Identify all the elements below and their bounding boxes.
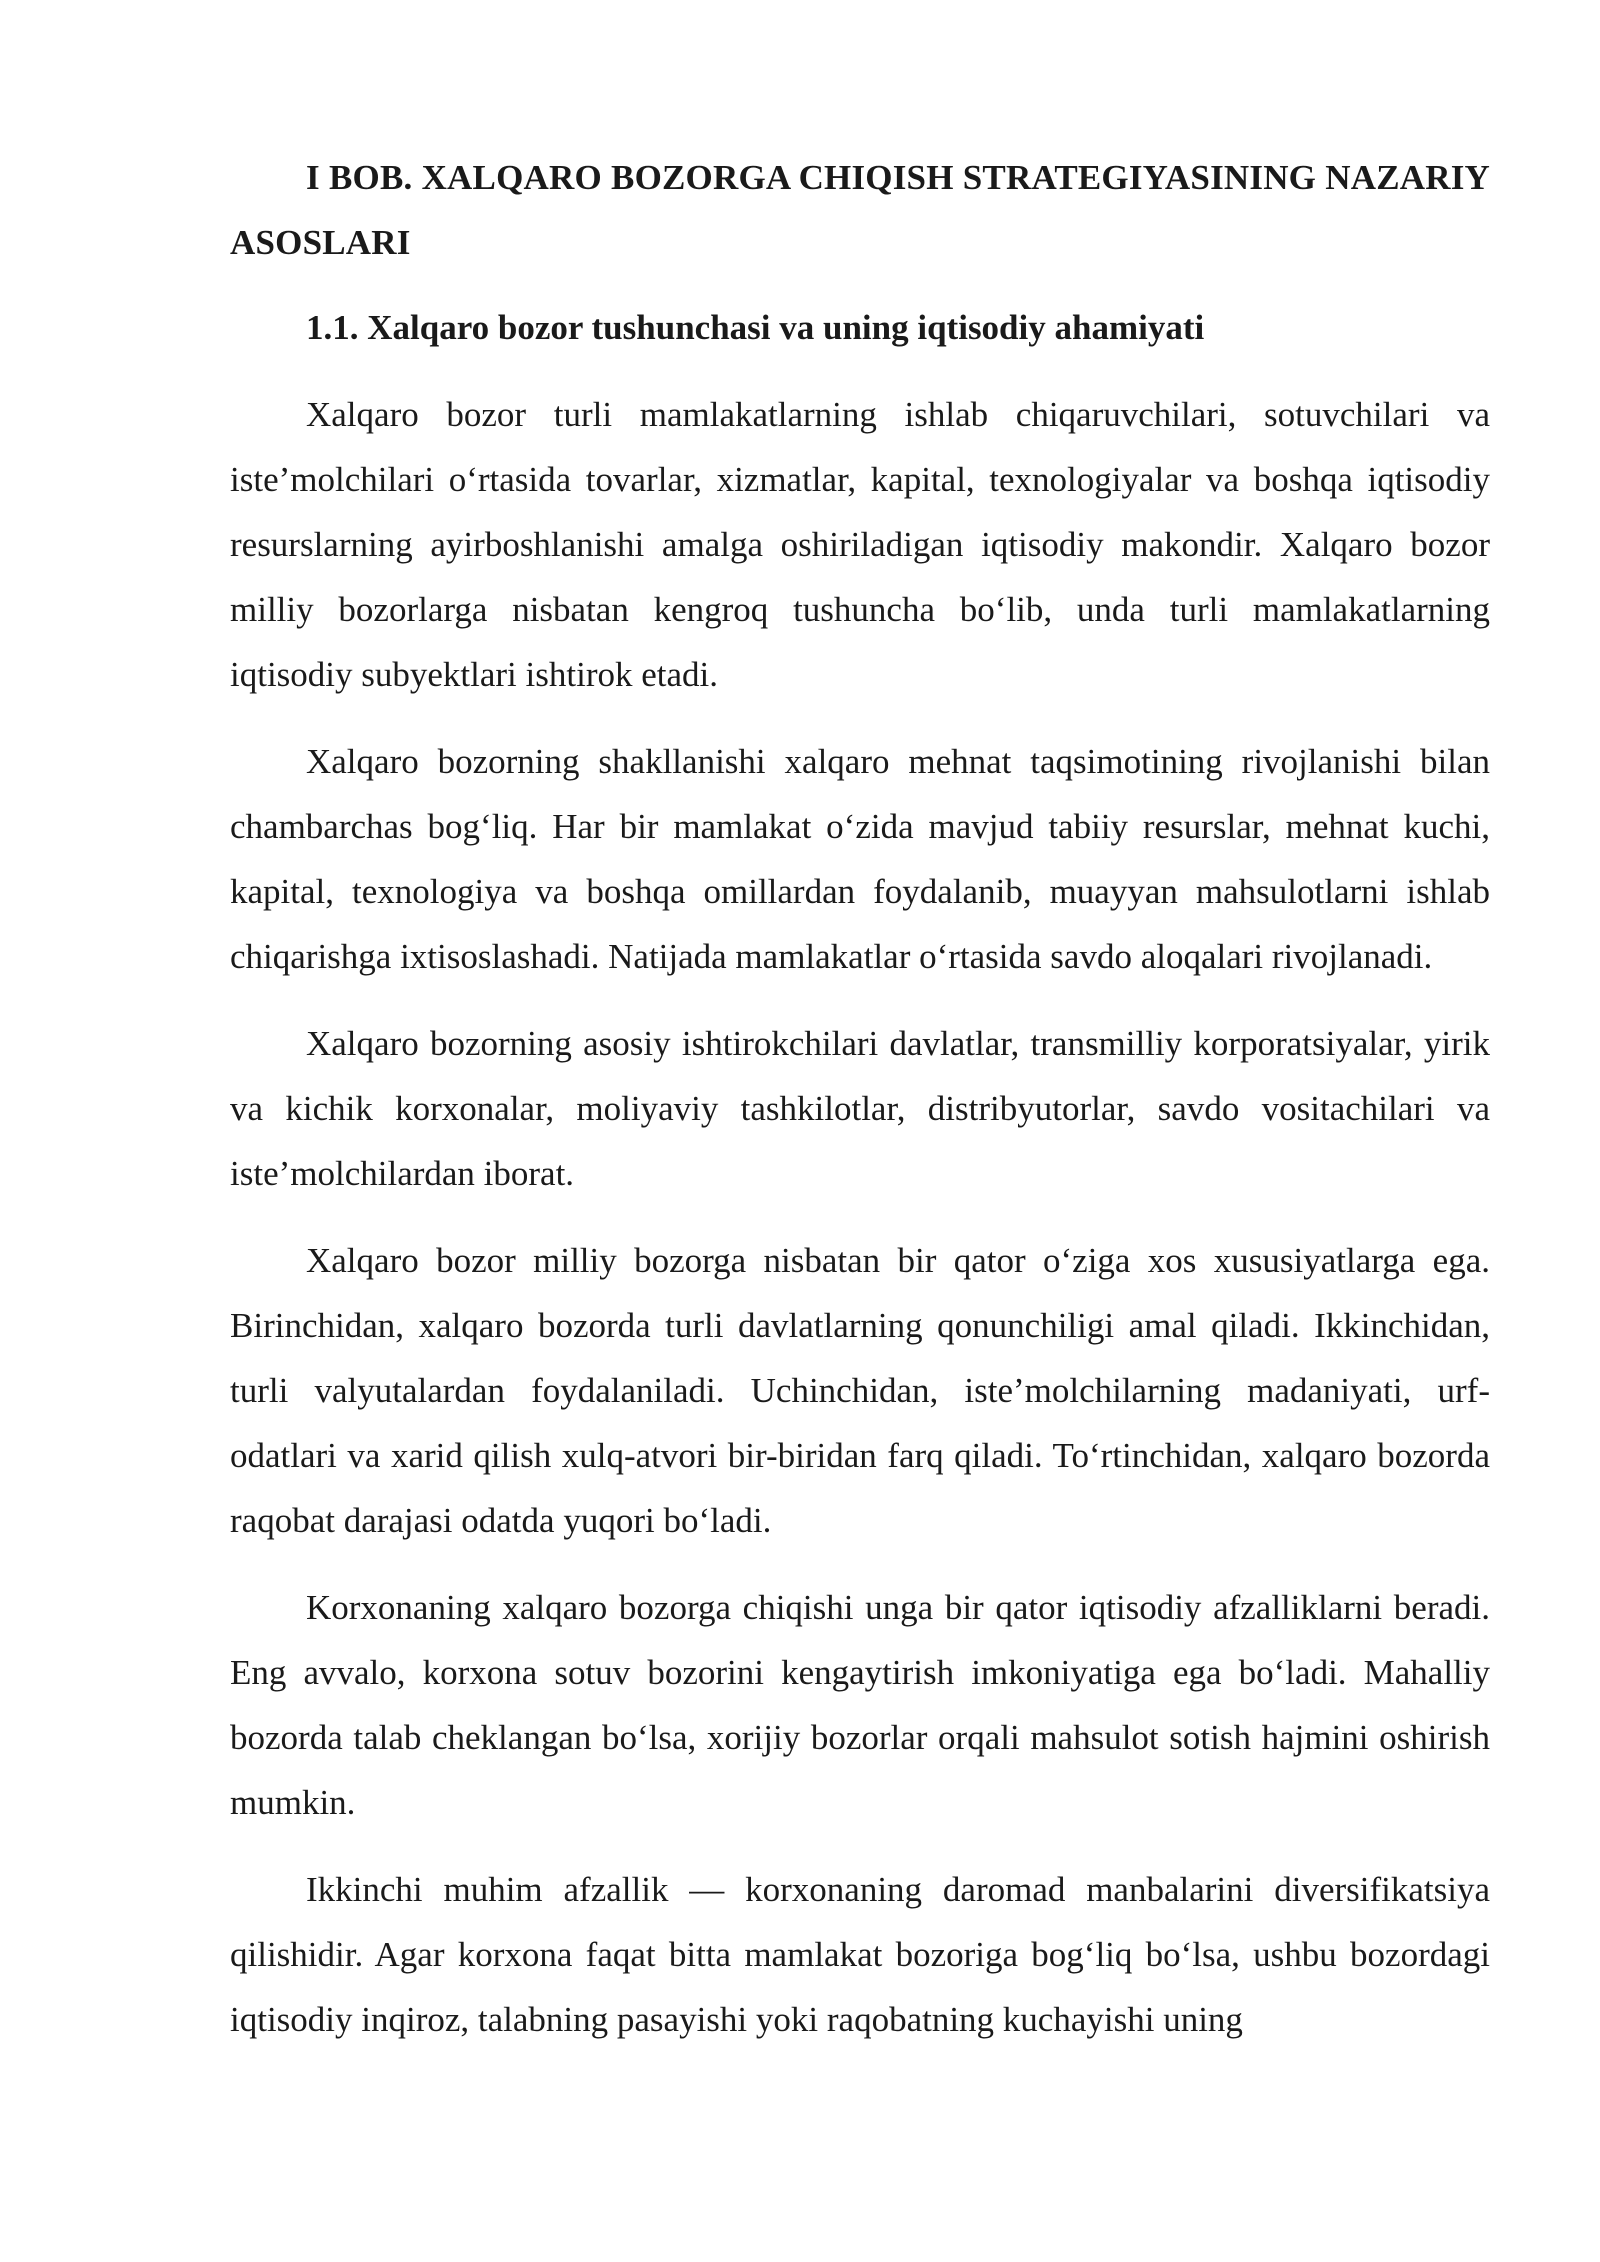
paragraph-5: Korxonaning xalqaro bozorga chiqishi unga bir qator iqtisodiy afzalliklarni beradi. Eng avvalo, korxona sotuv bozorini kengaytirish imkoniyatiga ega bo‘ladi. Mahalliy bozorda talab cheklangan bo‘lsa, xorijiy bozorlar orqali mahsulot sotish hajmini oshirish mumkin. — [230, 1588, 1490, 1822]
paragraph-2: Xalqaro bozorning shakllanishi xalqaro mehnat taqsimotining rivojlanishi bilan chambarchas bog‘liq. Har bir mamlakat o‘zida mavjud tabiiy resurslar, mehnat kuchi, kapital, texnologiya va boshqa omillardan foydalanib, muayyan mahsulotlarni ishlab chiqarishga ixtisoslashadi. Natijada mamlakatlar o‘rtasida savdo aloqalari rivojlanadi. — [230, 742, 1490, 976]
page-content — [230, 145, 1490, 2074]
paragraph-4: Xalqaro bozor milliy bozorga nisbatan bir qator o‘ziga xos xususiyatlarga ega. Birinchidan, xalqaro bozorda turli davlatlarning qonunchiligi amal qiladi. Ikkinchidan, turli valyutalardan foydalaniladi. Uchinchidan, iste’molchilarning madaniyati, urf-odatlari va xarid qilish xulq-atvori bir-biridan farq qiladi. To‘rtinchidan, xalqaro bozorda raqobat darajasi odatda yuqori bo‘ladi. — [230, 1241, 1490, 1540]
paragraph-6: Ikkinchi muhim afzallik — korxonaning daromad manbalarini diversifikatsiya qilishidir. Agar korxona faqat bitta mamlakat bozoriga bog‘liq bo‘lsa, ushbu bozordagi iqtisodiy inqiroz, talabning pasayishi yoki raqobatning kuchayishi uning — [230, 1870, 1490, 2039]
paragraph-3: Xalqaro bozorning asosiy ishtirokchilari davlatlar, transmilliy korporatsiyalar, yirik va kichik korxonalar, moliyaviy tashkilotlar, distribyutorlar, savdo vositachilari va iste’molchilardan iborat. — [230, 1024, 1490, 1193]
section-title: 1.1. Xalqaro bozor tushunchasi va uning iqtisodiy ahamiyati — [306, 308, 1205, 347]
chapter-title: I BOB. XALQARO BOZORGA CHIQISH STRATEGIYASINING NAZARIY ASOSLARI — [230, 158, 1490, 262]
paragraph-1: Xalqaro bozor turli mamlakatlarning ishlab chiqaruvchilari, sotuvchilari va iste’molchilari o‘rtasida tovarlar, xizmatlar, kapital, texnologiyalar va boshqa iqtisodiy resurslarning ayirboshlanishi amalga oshiriladigan iqtisodiy makondir. Xalqaro bozor milliy bozorlarga nisbatan kengroq tushuncha bo‘lib, unda turli mamlakatlarning iqtisodiy subyektlari ishtirok etadi. — [230, 395, 1490, 694]
